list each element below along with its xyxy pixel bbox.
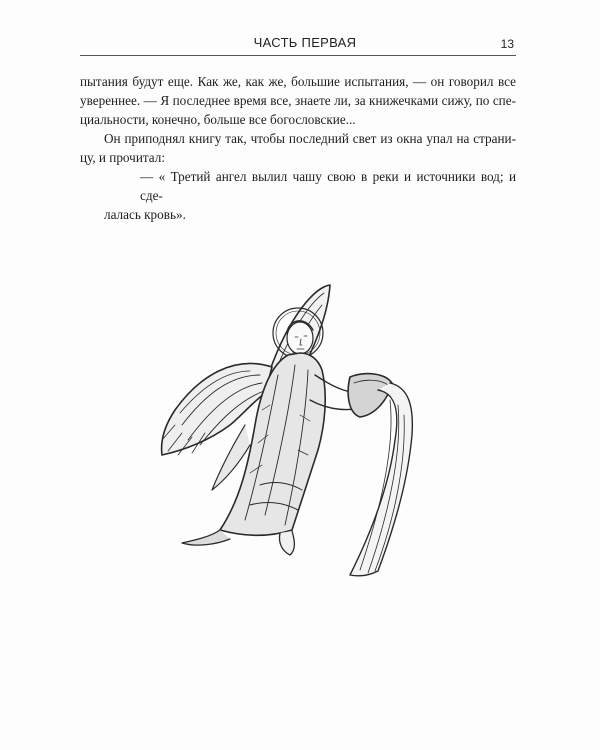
section-title: ЧАСТЬ ПЕРВАЯ xyxy=(253,35,357,50)
paragraph-continued xyxy=(80,72,516,129)
text-line: Он приподнял книгу так, чтобы последний свет из окна упал на страни- xyxy=(104,131,516,146)
running-header xyxy=(80,35,516,56)
scripture-quote xyxy=(80,167,516,224)
angel-pouring-bowl-illustration xyxy=(150,275,420,595)
text-line: пытания будут еще. Как же, как же, большие испытания, — он говорил все xyxy=(80,74,516,89)
text-line: — « Третий ангел вылил чашу свою в реки и источники вод; и сде- xyxy=(140,169,516,203)
page-number: 13 xyxy=(500,37,514,51)
paragraph-reading xyxy=(80,129,516,167)
text-line: цу, и прочитал: xyxy=(80,150,166,165)
body-text xyxy=(80,72,516,224)
text-line: циальности, конечно, больше все богословские... xyxy=(80,112,356,127)
text-line: увереннее. — Я последнее время все, знаете ли, за книжечками сижу, по спе- xyxy=(80,93,516,108)
text-line: лалась кровь». xyxy=(104,207,186,222)
